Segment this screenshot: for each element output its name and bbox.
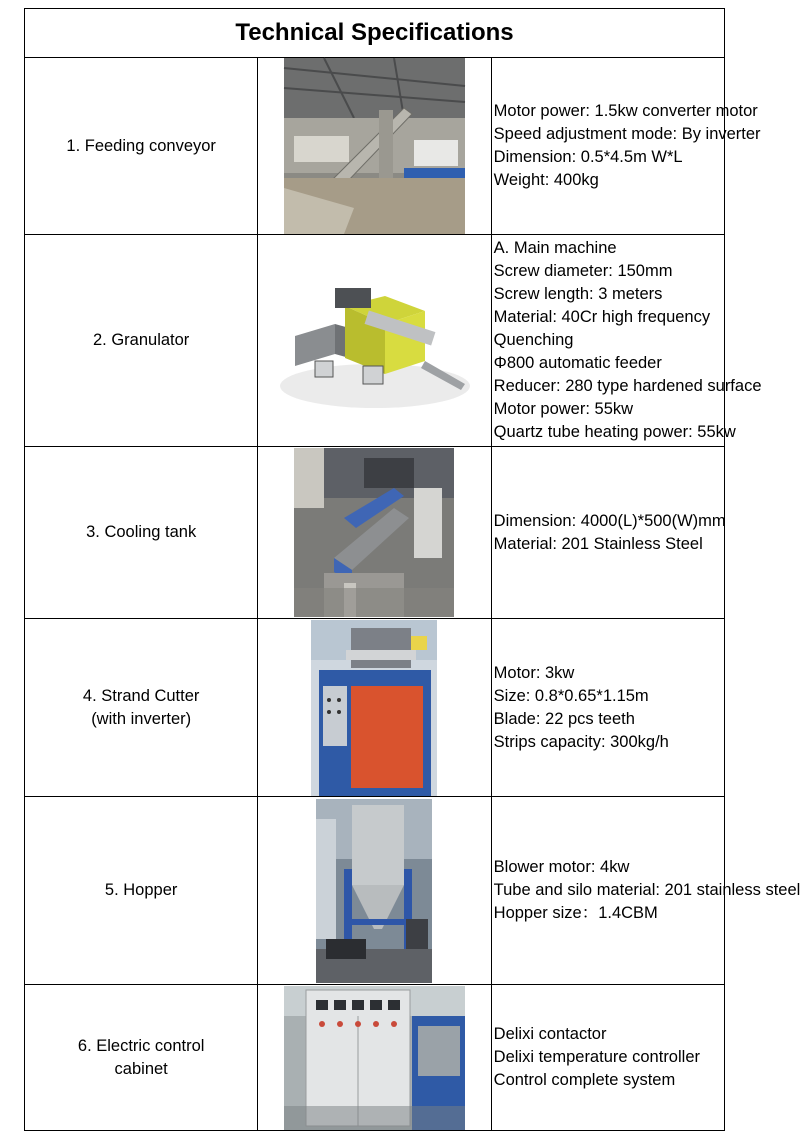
- table-row: [25, 58, 725, 235]
- spec-line: Tube and silo material: 201 stainless steel: [493, 881, 800, 899]
- spec-line: Φ800 automatic feeder: [493, 354, 662, 372]
- table-row: [25, 235, 725, 447]
- item-image-cell: [258, 797, 491, 985]
- spec-line: Hopper size：1.4CBM: [493, 904, 658, 922]
- spec-list: [491, 58, 761, 235]
- granulator-render: [275, 266, 473, 416]
- spec-line: Motor power: 55kw: [493, 400, 634, 418]
- item-name-line: cabinet: [114, 1059, 168, 1078]
- spec-line: Blower motor: 4kw: [493, 858, 630, 876]
- control-cabinet-photo: [284, 986, 465, 1130]
- spec-line: Material: 201 Stainless Steel: [493, 534, 703, 553]
- item-name: 3. Cooling tank: [25, 447, 258, 619]
- spec-line: Motor: 3kw: [493, 663, 575, 682]
- item-name: 1. Feeding conveyor: [25, 58, 258, 235]
- spec-line: Material: 40Cr high frequency: [493, 308, 711, 326]
- spec-line: A. Main machine: [493, 239, 617, 257]
- spec-line: Screw length: 3 meters: [493, 285, 663, 303]
- item-image-cell: [258, 235, 491, 447]
- spec-line: Weight: 400kg: [493, 171, 599, 189]
- item-name: 5. Hopper: [25, 797, 258, 985]
- spec-line: Size: 0.8*0.65*1.15m: [493, 686, 649, 705]
- item-name: [25, 985, 258, 1131]
- cooling-tank-photo: [294, 448, 454, 617]
- item-name-line: 6. Electric control: [77, 1036, 205, 1055]
- table-row: [25, 447, 725, 619]
- item-name: [25, 619, 258, 797]
- table-title: Technical Specifications: [25, 9, 725, 58]
- spec-line: Motor power: 1.5kw converter motor: [493, 102, 758, 120]
- item-image-cell: [258, 619, 491, 797]
- spec-line: Delixi contactor: [493, 1025, 607, 1043]
- title-row: [25, 9, 725, 58]
- spec-line: Speed adjustment mode: By inverter: [493, 125, 761, 143]
- table-row: [25, 985, 725, 1131]
- item-name-line: 4. Strand Cutter: [82, 686, 200, 705]
- item-image-cell: [258, 985, 491, 1131]
- item-image-cell: [258, 447, 491, 619]
- spec-list: [491, 619, 724, 797]
- spec-list: [491, 235, 762, 447]
- spec-line: Quenching: [493, 331, 574, 349]
- spec-line: Control complete system: [493, 1071, 676, 1089]
- spec-line: Delixi temperature controller: [493, 1048, 700, 1066]
- feeding-conveyor-photo: [284, 58, 465, 234]
- spec-list: [491, 797, 800, 985]
- spec-line: Screw diameter: 150mm: [493, 262, 673, 280]
- strand-cutter-photo: [311, 620, 437, 796]
- item-name: 2. Granulator: [25, 235, 258, 447]
- spec-table: [24, 8, 800, 1131]
- item-name-line: (with inverter): [91, 709, 192, 728]
- table-row: [25, 619, 725, 797]
- spec-list: [491, 985, 724, 1131]
- spec-line: Blade: 22 pcs teeth: [493, 709, 635, 728]
- spec-line: Reducer: 280 type hardened surface: [493, 377, 762, 395]
- item-image-cell: [258, 58, 491, 235]
- hopper-photo: [316, 799, 432, 983]
- spec-line: Quartz tube heating power: 55kw: [493, 423, 736, 441]
- spec-list: [491, 447, 724, 619]
- spec-line: Dimension: 4000(L)*500(W)mm: [493, 511, 726, 530]
- spec-line: Dimension: 0.5*4.5m W*L: [493, 148, 683, 166]
- spec-line: Strips capacity: 300kg/h: [493, 732, 669, 751]
- spec-sheet: [24, 8, 800, 1131]
- table-row: [25, 797, 725, 985]
